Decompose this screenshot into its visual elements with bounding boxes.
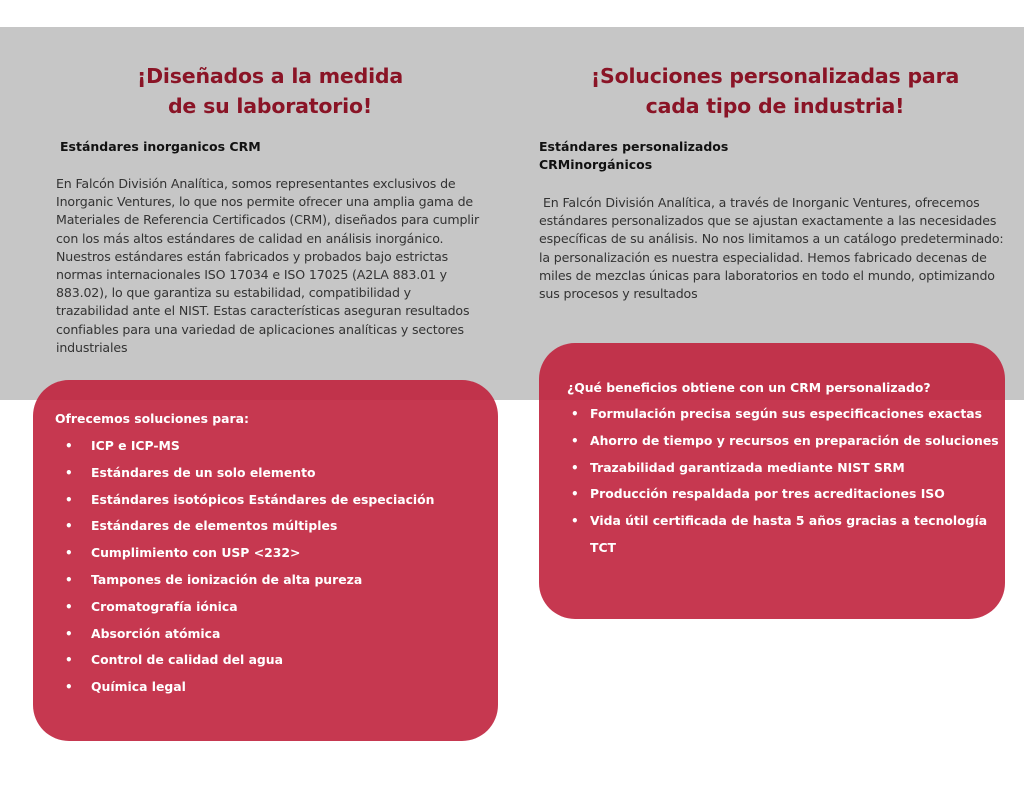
left-title — [60, 61, 480, 121]
left-card-heading: Ofrecemos soluciones para: — [55, 411, 249, 426]
right-subheading-line2: CRMinorgánicos — [539, 157, 653, 172]
right-benefits-card — [539, 343, 1005, 619]
bullet-icon: • — [571, 407, 579, 421]
left-subheading: Estándares inorganicos CRM — [60, 139, 261, 154]
bullet-icon: • — [65, 599, 73, 614]
right-title — [560, 61, 990, 121]
bullet-icon: • — [65, 492, 73, 507]
left-title-line1: ¡Diseñados a la medida — [136, 64, 404, 88]
right-title-line2: cada tipo de industria! — [645, 94, 905, 118]
list-item: • Estándares isotópicos Estándares de especiación — [65, 487, 485, 514]
list-item: • Tampones de ionización de alta pureza — [65, 567, 485, 594]
right-card-heading: ¿Qué beneficios obtiene con un CRM personalizado? — [567, 380, 931, 395]
list-item: • Control de calidad del agua — [65, 647, 485, 674]
left-solutions-card — [33, 380, 498, 741]
left-card-list — [65, 433, 485, 701]
list-item: • Vida útil certificada de hasta 5 años gracias a tecnología TCT — [571, 508, 999, 562]
bullet-icon: • — [571, 514, 579, 529]
list-item: • Estándares de un solo elemento — [65, 460, 485, 487]
right-subheading — [539, 138, 728, 174]
list-item: • Producción respaldada por tres acreditaciones ISO — [571, 481, 999, 508]
bullet-icon: • — [65, 572, 73, 587]
left-title-line2: de su laboratorio! — [167, 94, 373, 118]
bullet-icon: • — [571, 487, 579, 502]
list-item: • Química legal — [65, 674, 485, 701]
bullet-icon: • — [65, 519, 73, 534]
bullet-icon: • — [65, 626, 73, 641]
list-item: • Cumplimiento con USP <232> — [65, 540, 485, 567]
bullet-icon: • — [571, 433, 579, 448]
list-item: • Trazabilidad garantizada mediante NIST SRM — [571, 455, 999, 482]
list-item: • ICP e ICP-MS — [65, 433, 485, 460]
list-item: • Cromatografía iónica — [65, 594, 485, 621]
right-title-line1: ¡Soluciones personalizadas para — [590, 64, 960, 88]
list-item: • Estándares de elementos múltiples — [65, 513, 485, 540]
list-item: • Absorción atómica — [65, 621, 485, 648]
bullet-icon: • — [65, 439, 73, 453]
right-subheading-line1: Estándares personalizados — [539, 139, 729, 154]
bullet-icon: • — [571, 460, 579, 475]
right-paragraph: En Falcón División Analítica, a través de Inorganic Ventures, ofrecemos estándares personalizados que se ajustan exactamente a las necesidades específicas de su análisis. No nos limitamos a un catálogo predeterminado: la personalización es nuestra especialidad. Hemos fabricado decenas de miles de mezclas únicas para laboratorios en todo el mundo, optimizando sus procesos y resultados — [539, 195, 1004, 302]
bullet-icon: • — [65, 680, 73, 695]
right-card-list — [571, 401, 999, 562]
bullet-icon: • — [65, 546, 73, 561]
bullet-icon: • — [65, 653, 73, 668]
list-item: • Ahorro de tiempo y recursos en preparación de soluciones — [571, 428, 999, 455]
bullet-icon: • — [65, 465, 73, 480]
left-paragraph: En Falcón División Analítica, somos representantes exclusivos de Inorganic Ventures, lo que nos permite ofrecer una amplia gama de Materiales de Referencia Certificados (CRM), diseñados para cumplir con los más altos estándares de calidad en análisis inorgánico. Nuestros estándares están fabricados y probados bajo estrictas normas internacionales ISO 17034 e ISO 17025 (A2LA 883.01 y 883.02), lo que garantiza su estabilidad, compatibilidad y trazabilidad ante el NIST. Estas características aseguran resultados confiables para una variedad de aplicaciones analíticas y sectores industriales — [56, 176, 480, 355]
list-item: • Formulación precisa según sus especificaciones exactas — [571, 401, 999, 428]
